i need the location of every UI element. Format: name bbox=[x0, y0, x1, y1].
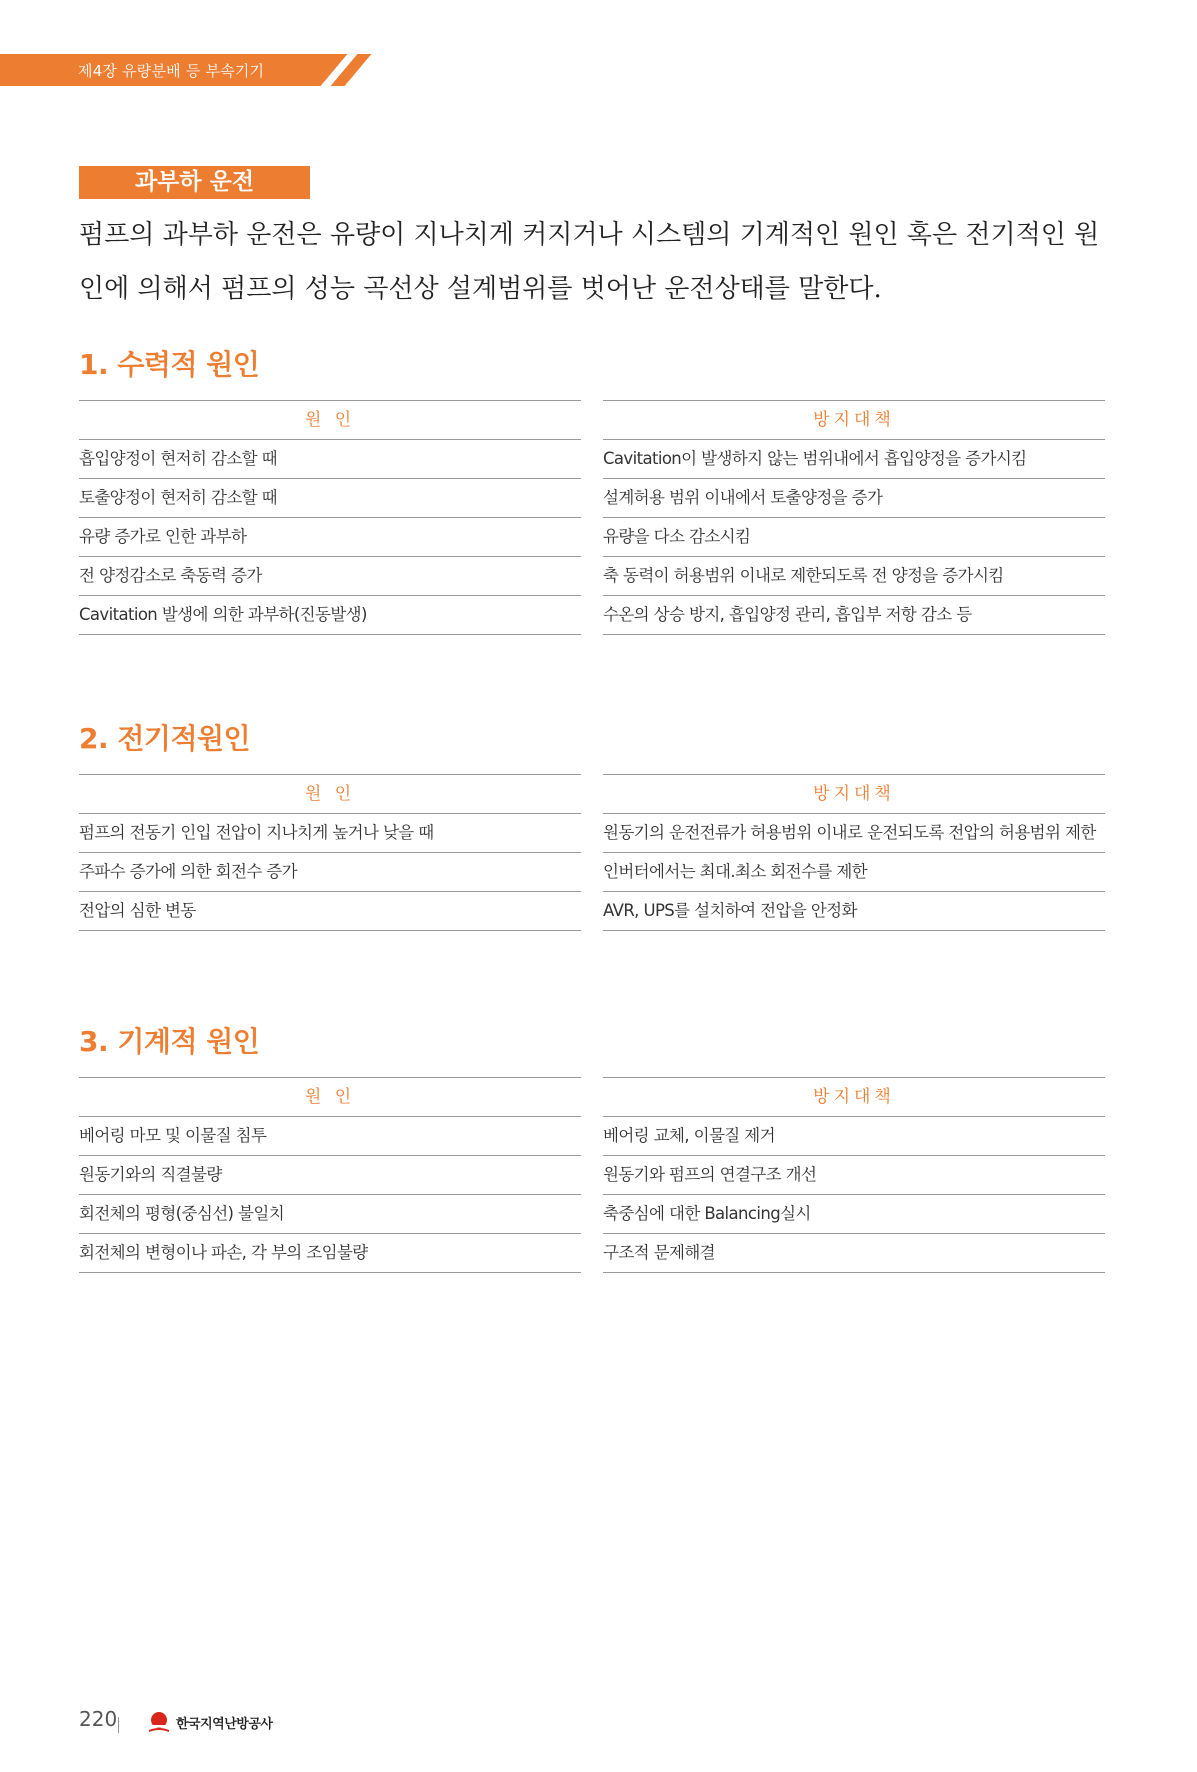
company-logo-icon bbox=[146, 1711, 172, 1735]
table-row: 유량 증가로 인한 과부하 bbox=[79, 518, 581, 557]
cause-table-mechanical bbox=[79, 1077, 581, 1273]
table-row: 축중심에 대한 Balancing실시 bbox=[603, 1195, 1105, 1234]
measure-header: 방지대책 bbox=[603, 1077, 1105, 1117]
table-row: 전 양정감소로 축동력 증가 bbox=[79, 557, 581, 596]
section-title-electrical: 2. 전기적원인 bbox=[79, 722, 251, 755]
intro-paragraph: 펌프의 과부하 운전은 유량이 지나치게 커지거나 시스템의 기계적인 원인 혹은 전기적인 원인에 의해서 펌프의 성능 곡선상 설계범위를 벗어난 운전상태를 말한다. bbox=[79, 220, 1100, 304]
measure-table-mechanical bbox=[603, 1077, 1105, 1273]
table-row: 베어링 마모 및 이물질 침투 bbox=[79, 1117, 581, 1156]
measure-header: 방지대책 bbox=[603, 400, 1105, 440]
table-row: 축 동력이 허용범위 이내로 제한되도록 전 양정을 증가시킴 bbox=[603, 557, 1105, 596]
chapter-title: 제4장 유량분배 등 부속기기 bbox=[78, 62, 265, 80]
table-row: 전압의 심한 변동 bbox=[79, 892, 581, 931]
cause-table-electrical bbox=[79, 774, 581, 931]
table-row: 원동기와의 직결불량 bbox=[79, 1156, 581, 1195]
table-row: AVR, UPS를 설치하여 전압을 안정화 bbox=[603, 892, 1105, 931]
measure-table-hydraulic bbox=[603, 400, 1105, 635]
section-badge: 과부하 운전 bbox=[79, 166, 310, 199]
cause-table-hydraulic bbox=[79, 400, 581, 635]
section-title-hydraulic: 1. 수력적 원인 bbox=[79, 348, 260, 381]
table-row: 펌프의 전동기 인입 전압이 지나치게 높거나 낮을 때 bbox=[79, 814, 581, 853]
page-number: 220 bbox=[79, 1707, 118, 1731]
table-row: 원동기의 운전전류가 허용범위 이내로 운전되도록 전압의 허용범위 제한 bbox=[603, 814, 1105, 853]
cause-header: 원 인 bbox=[79, 400, 581, 440]
table-row: 토출양정이 현저히 감소할 때 bbox=[79, 479, 581, 518]
table-row: 구조적 문제해결 bbox=[603, 1234, 1105, 1273]
table-row: 흡입양정이 현저히 감소할 때 bbox=[79, 440, 581, 479]
table-row: 원동기와 펌프의 연결구조 개선 bbox=[603, 1156, 1105, 1195]
table-row: 설계허용 범위 이내에서 토출양정을 증가 bbox=[603, 479, 1105, 518]
measure-table-electrical bbox=[603, 774, 1105, 931]
table-row: Cavitation 발생에 의한 과부하(진동발생) bbox=[79, 596, 581, 635]
table-row: 인버터에서는 최대.최소 회전수를 제한 bbox=[603, 853, 1105, 892]
table-row: 유량을 다소 감소시킴 bbox=[603, 518, 1105, 557]
cause-header: 원 인 bbox=[79, 774, 581, 814]
section-title-mechanical: 3. 기계적 원인 bbox=[79, 1025, 260, 1058]
table-row: Cavitation이 발생하지 않는 범위내에서 흡입양정을 증가시킴 bbox=[603, 440, 1105, 479]
table-row: 베어링 교체, 이물질 제거 bbox=[603, 1117, 1105, 1156]
table-row: 주파수 증가에 의한 회전수 증가 bbox=[79, 853, 581, 892]
table-row: 회전체의 변형이나 파손, 각 부의 조임불량 bbox=[79, 1234, 581, 1273]
table-row: 수온의 상승 방지, 흡입양정 관리, 흡입부 저항 감소 등 bbox=[603, 596, 1105, 635]
table-row: 회전체의 평형(중심선) 불일치 bbox=[79, 1195, 581, 1234]
measure-header: 방지대책 bbox=[603, 774, 1105, 814]
cause-header: 원 인 bbox=[79, 1077, 581, 1117]
page-number-divider bbox=[118, 1717, 119, 1733]
company-logo-text: 한국지역난방공사 bbox=[176, 1717, 273, 1732]
